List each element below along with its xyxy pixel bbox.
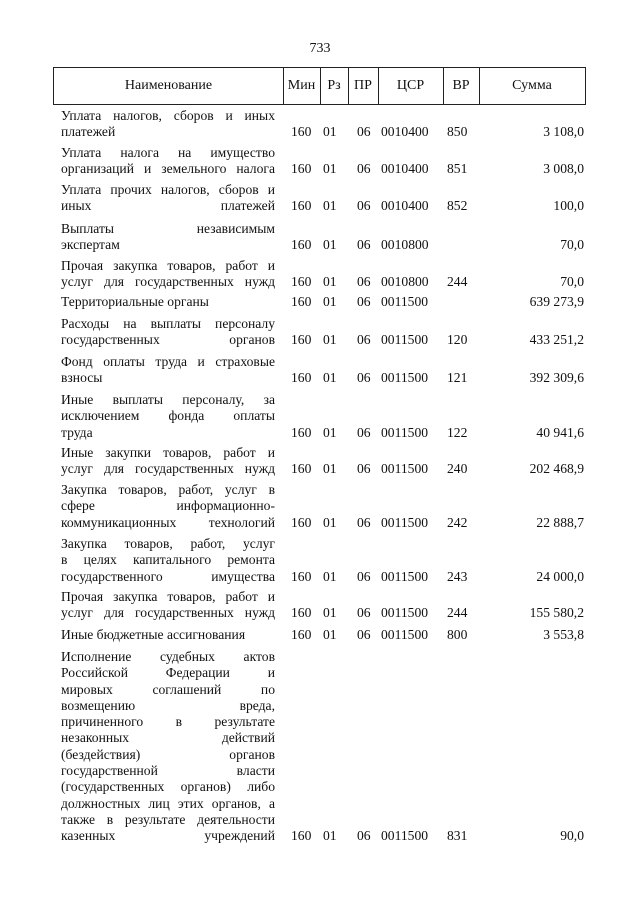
row-sum: 40 941,6 [536,424,584,440]
row-name: Закупка товаров, работ, услуг в сфере информационно- коммуникационных технологий [61,482,275,530]
row-rz: 01 [323,424,337,440]
row-rz: 01 [323,461,337,477]
row-name: Иные бюджетные ассигнования [61,627,246,642]
row-vr: 121 [447,370,468,386]
row-rz: 01 [323,605,337,621]
row-name: Прочая закупка товаров, работ и услуг для государственных нужд [61,258,275,290]
row-min: 160 [291,274,312,290]
row-min: 160 [291,514,312,530]
row-rz: 01 [323,274,337,290]
row-pr: 06 [357,274,371,290]
row-min: 160 [291,461,312,477]
row-name: Уплата прочих налогов, сборов и иных платежей [61,182,275,214]
row-min: 160 [291,627,312,642]
row-rz: 01 [323,568,337,584]
header-name: Наименование [124,78,213,93]
row-sum: 70,0 [560,274,584,290]
row-vr: 120 [447,332,468,348]
row-min: 160 [291,424,312,440]
row-sum: 433 251,2 [529,332,584,348]
row-pr: 06 [357,370,371,386]
row-name: Фонд оплаты труда и страховые взносы [61,354,275,386]
row-vr: 244 [447,274,468,290]
row-rz: 01 [323,332,337,348]
row-rz: 01 [323,161,337,177]
row-vr: 243 [447,568,468,584]
row-csr: 0011500 [381,332,429,348]
row-min: 160 [291,294,312,309]
header-vr: ВР [452,78,470,93]
row-vr: 242 [447,514,468,530]
row-name: Иные закупки товаров, работ и услуг для государственных нужд [61,445,275,477]
row-csr: 0011500 [381,514,429,530]
row-name: Иные выплаты персоналу, за исключением фонда оплаты труда [61,392,275,440]
row-vr: 244 [447,605,468,621]
row-pr: 06 [357,828,371,844]
row-min: 160 [291,124,312,140]
row-name: Расходы на выплаты персоналу государственных органов [61,316,275,348]
row-pr: 06 [357,605,371,621]
row-vr: 831 [447,828,468,844]
row-csr: 0011500 [381,828,429,844]
row-min: 160 [291,237,312,253]
row-csr: 0011500 [381,424,429,440]
row-sum: 70,0 [560,237,584,253]
row-name: Выплаты независимым экспертам [61,221,275,253]
row-pr: 06 [357,627,371,642]
row-pr: 06 [357,568,371,584]
row-rz: 01 [323,370,337,386]
row-csr: 0011500 [381,461,429,477]
row-csr: 0010400 [381,198,429,214]
row-sum: 155 580,2 [529,605,584,621]
row-pr: 06 [357,294,371,309]
row-sum: 202 468,9 [529,461,584,477]
row-min: 160 [291,370,312,386]
row-min: 160 [291,161,312,177]
row-csr: 0011500 [381,370,429,386]
row-sum: 100,0 [553,198,584,214]
row-name: Уплата налогов, сборов и иных платежей [61,108,275,140]
row-csr: 0011500 [381,627,429,642]
row-pr: 06 [357,161,371,177]
row-csr: 0011500 [381,568,429,584]
row-sum: 90,0 [560,828,584,844]
row-name: Исполнение судебных актов Российской Федерации и мировых соглашений по возмещению вреда, причиненного в результате незаконных действий (бездействия) органов государственной власти (государственных органов) либо должностных лиц этих органов, а также в результате деятельности казенных учреждений [61,649,275,844]
row-min: 160 [291,198,312,214]
row-vr: 800 [447,627,468,642]
row-vr: 240 [447,461,468,477]
row-vr: 850 [447,124,468,140]
row-rz: 01 [323,294,337,309]
row-pr: 06 [357,198,371,214]
row-min: 160 [291,332,312,348]
row-vr: 852 [447,198,468,214]
row-sum: 639 273,9 [529,294,584,309]
row-csr: 0010800 [381,274,429,290]
header-min: Мин [287,78,316,93]
row-sum: 3 008,0 [543,161,584,177]
row-vr: 851 [447,161,468,177]
row-sum: 24 000,0 [536,568,584,584]
page-number: 733 [309,41,331,56]
row-rz: 01 [323,828,337,844]
row-csr: 0011500 [381,605,429,621]
header-pr: ПР [354,78,372,93]
row-name: Прочая закупка товаров, работ и услуг для государственных нужд [61,589,275,621]
row-sum: 3 553,8 [543,627,584,642]
row-sum: 22 888,7 [536,514,584,530]
row-rz: 01 [323,198,337,214]
row-name: Территориальные органы [61,294,209,309]
row-pr: 06 [357,424,371,440]
header-rz: Рз [327,78,341,93]
row-name: Закупка товаров, работ, услуг в целях капитального ремонта государственного имущества [61,536,275,584]
row-name: Уплата налога на имущество организаций и земельного налога [61,145,275,177]
row-min: 160 [291,605,312,621]
row-rz: 01 [323,237,337,253]
row-pr: 06 [357,461,371,477]
row-sum: 392 309,6 [529,370,584,386]
header-sum: Сумма [512,78,552,93]
row-csr: 0011500 [381,294,429,309]
row-pr: 06 [357,124,371,140]
row-csr: 0010400 [381,124,429,140]
row-rz: 01 [323,627,337,642]
row-pr: 06 [357,237,371,253]
row-rz: 01 [323,124,337,140]
header-csr: ЦСР [396,78,425,93]
row-rz: 01 [323,514,337,530]
row-vr: 122 [447,424,468,440]
row-sum: 3 108,0 [543,124,584,140]
row-min: 160 [291,568,312,584]
row-csr: 0010800 [381,237,429,253]
row-csr: 0010400 [381,161,429,177]
row-pr: 06 [357,332,371,348]
row-pr: 06 [357,514,371,530]
row-min: 160 [291,828,312,844]
